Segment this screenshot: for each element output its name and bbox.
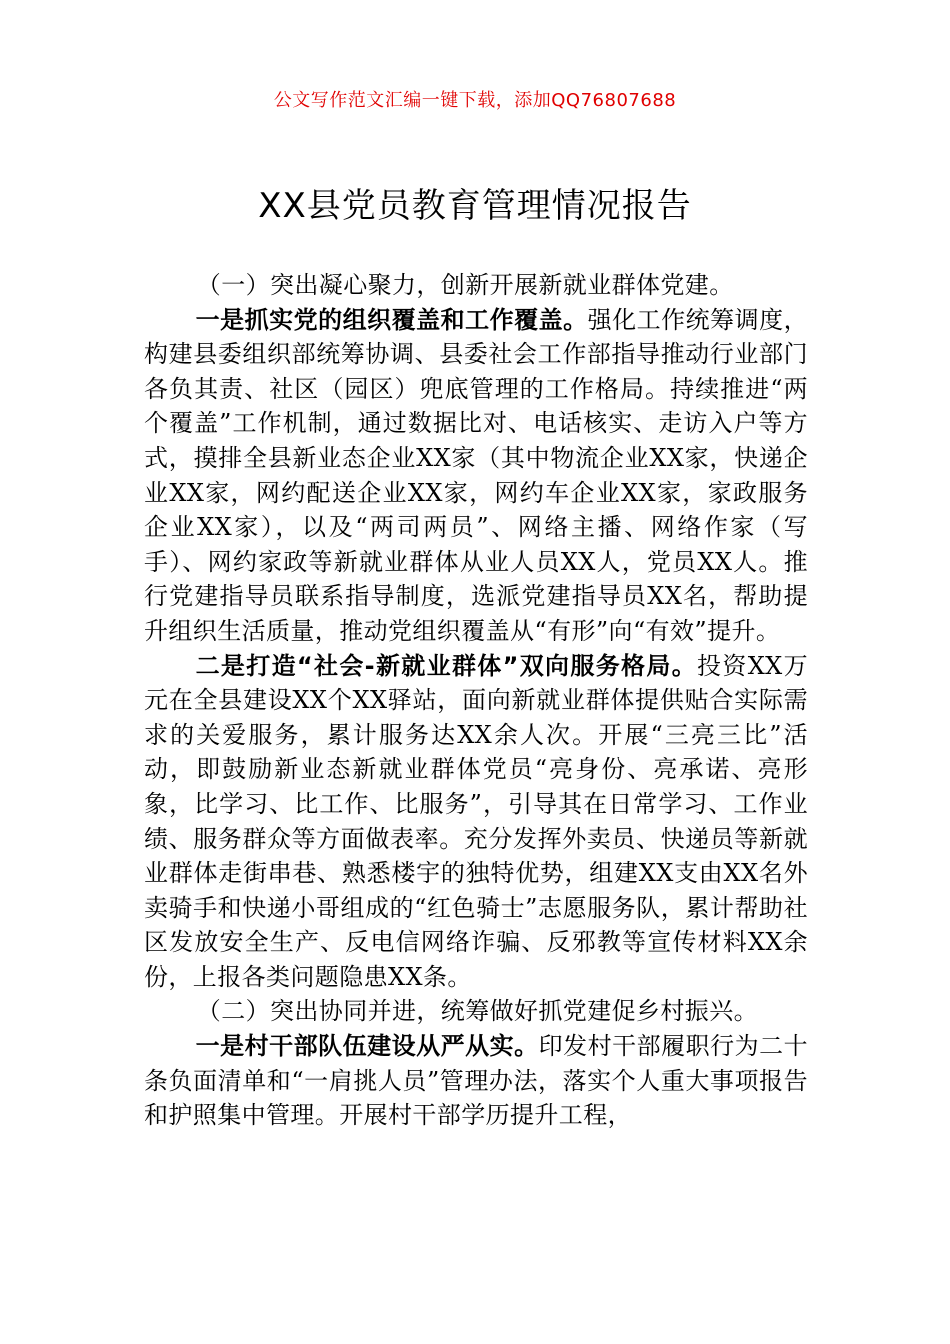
- paragraph-text: 强化工作统筹调度，构建县委组织部统筹协调、县委社会工作部指导推动行业部门各负其责、社区（园区）兜底管理的工作格局。持续推进“两个覆盖”工作机制，通过数据比对、电话核实、走访入户等方式，摸排全县新业态企业XX家（其中物流企业XX家，快递企业XX家，网约配送企业XX家，网约车企业XX家，家政服务企业XX家），以及“两司两员”、网络主播、网络作家（写手）、网约家政等新就业群体从业人员XX人，党员XX人。推行党建指导员联系指导制度，选派党建指导员XX名，帮助提升组织生活质量，推动党组织覆盖从“有形”向“有效”提升。: [144, 305, 808, 645]
- paragraph-3: [144, 1029, 808, 1133]
- paragraph-text: 投资XX万元在全县建设XX个XX驿站，面向新就业群体提供贴合实际需求的关爱服务，累计服务达XX余人次。开展“三亮三比”活动，即鼓励新业态新就业群体党员“亮身份、亮承诺、亮形象，比学习、比工作、比服务”，引导其在日常学习、工作业绩、服务群众等方面做表率。充分发挥外卖员、快递员等新就业群体走街串巷、熟悉楼宇的独特优势，组建XX支由XX名外卖骑手和快递小哥组成的“红色骑士”志愿服务队，累计帮助社区发放安全生产、反电信网络诈骗、反邪教等宣传材料XX余份，上报各类问题隐患XX条。: [144, 651, 808, 991]
- report-body: [144, 268, 808, 1133]
- section-heading-2: [144, 994, 808, 1029]
- download-banner: 公文写作范文汇编一键下载，添加QQ76807688: [273, 90, 677, 111]
- section-heading-text: （二）突出协同并进，统筹做好抓党建促乡村振兴。: [196, 997, 758, 1026]
- paragraph-lead: 一是抓实党的组织覆盖和工作覆盖。: [195, 305, 588, 334]
- section-heading-text: （一）突出凝心聚力，创新开展新就业群体党建。: [196, 271, 734, 299]
- paragraph-lead: 二是打造“社会-新就业群体”双向服务格局。: [195, 651, 698, 680]
- paragraph-2: [144, 649, 808, 995]
- paragraph-lead: 一是村干部队伍建设从严从实。: [195, 1032, 539, 1061]
- paragraph-1: [144, 303, 808, 649]
- paragraph-text: 印发村干部履职行为二十条负面清单和“一肩挑人员”管理办法，落实个人重大事项报告和护照集中管理。开展村干部学历提升工程，: [144, 1032, 808, 1130]
- section-heading-1: [144, 268, 808, 303]
- page-title: XX县党员教育管理情况报告: [258, 186, 692, 226]
